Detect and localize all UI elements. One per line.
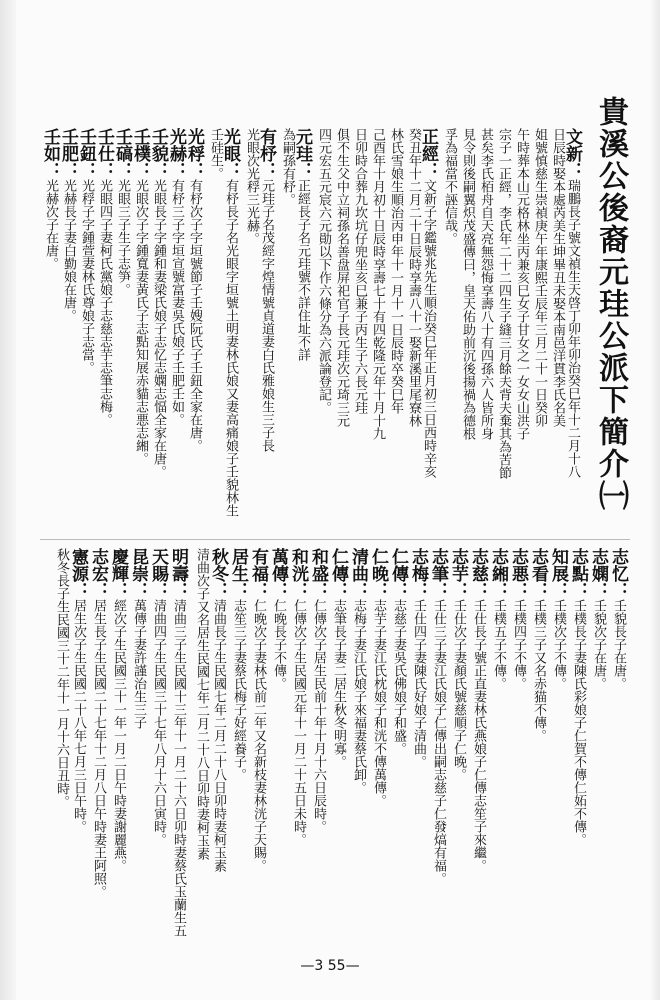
entry-column <box>128 548 151 938</box>
entry-text: 壬仕次子妻顏氏號慈順子仁晚。 <box>451 599 466 781</box>
entry-name: 志看： <box>528 548 548 599</box>
entry-column <box>58 128 81 528</box>
entry-column <box>514 128 531 528</box>
entry-column <box>428 548 451 938</box>
entry-name: 光赫： <box>166 128 186 179</box>
entry-text: 光赫次子在唐。 <box>43 179 58 270</box>
entry-text: 清曲長子生民國七年二月二十八日卯時妻柯玉素 <box>211 599 226 872</box>
entry-name: 文新： <box>562 128 582 179</box>
entry-name: 志宏： <box>88 548 108 599</box>
entry-name: 志筆： <box>428 548 448 599</box>
entry-column <box>548 548 571 938</box>
entry-text: 萬傳子妻許謹治生三子 <box>131 599 146 729</box>
entry-column <box>408 548 431 938</box>
entry-name: 正經： <box>418 128 438 179</box>
entry-column <box>442 128 459 528</box>
entry-text: 宗子一正經，李氏年二十二四生子縫三月餘夫背夫棄其為苦節 <box>496 128 511 479</box>
entry-name: 壬仕： <box>94 128 114 179</box>
entry-column <box>280 128 297 528</box>
entry-column <box>228 548 251 938</box>
entry-column <box>496 128 513 528</box>
entry-text: 日卯時合葬九坎坑仔兜坐亥巳兼子丙生子六長元珪 <box>352 128 367 414</box>
entry-text: 光稃子字鍾萱妻林氏尊娘子志當。 <box>79 179 94 374</box>
entry-column <box>568 548 591 938</box>
page-title: 貴溪公後裔元珪公派下簡介㈠ <box>593 96 628 512</box>
entry-name: 志嫻： <box>588 548 608 599</box>
entry-text: 為嗣孫有杼。 <box>280 128 295 206</box>
entry-column <box>562 128 585 528</box>
entry-column <box>108 548 131 938</box>
entry-column <box>352 128 369 528</box>
entry-text: 光眼次子字鍾寬妻黃氏子志點知展赤貓志悪志緗。 <box>133 179 148 465</box>
entry-text: 壬仕四子妻陳氏好娘子清曲。 <box>411 599 426 768</box>
entry-text: 有杼次子字垣號節子壬嫂阮氏子壬鈕全家在唐。 <box>187 179 202 452</box>
section-divider <box>40 539 630 540</box>
entry-text: 壬樸三子又名赤猫不傳。 <box>531 599 546 742</box>
entry-text: 志慈子妻吳氏佛娘子和盛。 <box>391 599 406 755</box>
entry-text: 壬樸次子不傳。 <box>551 599 566 690</box>
entry-text: 日辰時娶本處芮美生坤畢丑未娶本南邑洋貫李氏名美 <box>550 128 565 427</box>
entry-name: 明壽： <box>168 548 188 599</box>
entry-column <box>244 128 261 528</box>
entry-column <box>328 548 351 938</box>
entry-column <box>112 128 135 528</box>
entry-text: 仁晚次子妻林氏前二年又名新枝妻林洸子天賜。 <box>251 599 266 872</box>
entry-text: 志芋子妻江氏枕娘子和洸不傳萬傳。 <box>371 599 386 807</box>
entry-name: 壬鈕： <box>76 128 96 179</box>
entry-text: 午時葬本山元格林坐丙兼亥巳女子甘女之一女女山洪子 <box>514 128 529 440</box>
entry-column <box>468 548 491 938</box>
entry-column <box>148 128 171 528</box>
entry-column <box>608 548 631 938</box>
entry-text: 秋冬長子生民國三十二年十一月十六日丑時。 <box>54 548 69 808</box>
page-number: —3 55— <box>300 958 360 974</box>
entry-column <box>256 128 279 528</box>
entry-name: 壬貌： <box>148 128 168 179</box>
entry-name: 有杼： <box>256 128 276 179</box>
entry-column <box>268 548 291 938</box>
entry-text: 清曲三子生民國十三年十一月二十六日卯時妻蔡氏玉蘭生五 <box>171 599 186 937</box>
entry-text: 志梅子妻江氏娘子來福妻蔡氏卸。 <box>351 599 366 794</box>
entry-column <box>40 128 63 528</box>
entry-column <box>334 128 351 528</box>
entry-text: 文新子字鑑號兆先生順治癸巳年正月初三日西時辛亥 <box>421 179 436 478</box>
entry-name: 慶輝： <box>108 548 128 599</box>
entry-name: 志忆： <box>608 548 628 599</box>
entry-text: 居生次子生民國二十八年七月三日午時。 <box>71 599 86 833</box>
entry-name: 和盛： <box>308 548 328 599</box>
entry-name: 有福： <box>248 548 268 599</box>
entry-column <box>68 548 91 938</box>
entry-name: 壬如： <box>40 128 60 179</box>
entry-column <box>220 128 243 528</box>
entry-column <box>448 548 471 938</box>
entry-column <box>192 548 211 938</box>
entry-text: 壬樸長子妻陳氏彩娘子仁賀不傳仁妬不傳。 <box>571 599 586 846</box>
entry-column <box>532 128 549 528</box>
entry-name: 志悪： <box>508 548 528 599</box>
entry-column <box>308 548 331 938</box>
entry-column <box>130 128 153 528</box>
entry-text: 仁傳次子居生民前十年十月十六日辰時。 <box>311 599 326 833</box>
entry-text: 志筆長子妻二居生秋冬明寡。 <box>331 599 346 768</box>
entry-text: 壬貌長子在唐。 <box>611 599 626 690</box>
entry-column <box>316 128 333 528</box>
entry-name: 知展： <box>548 548 568 599</box>
entry-name: 壬碻： <box>112 128 132 179</box>
entry-text: 仁傳次子生民國元年十一月二十五日未時。 <box>291 599 306 846</box>
entry-name: 志緗： <box>488 548 508 599</box>
entry-text: 光眼四子妻柯氏黨娘子志慈志芋志筆志梅。 <box>97 179 112 426</box>
entry-name: 壬肥： <box>58 128 78 179</box>
entry-column <box>208 128 225 528</box>
entry-column <box>248 548 271 938</box>
entry-name: 仁傳： <box>328 548 348 599</box>
entry-column <box>368 548 391 938</box>
entry-column <box>288 548 311 938</box>
entry-name: 仁晚： <box>368 548 388 599</box>
entry-text: 姐號慎慈生崇禎庚午年康熙壬辰年三月二十一日癸卯 <box>532 128 547 427</box>
entry-column <box>208 548 231 938</box>
entry-text: 光眼長子字鍾和妻梁氏娘子志忆志嫻志愊全家在唐。 <box>151 179 166 478</box>
entry-text: 甚矣李氏栢舟自天亮無怨悔享壽八十有四孫六人皆所身 <box>478 128 493 440</box>
entry-text: 志笙三子妻蔡氏梅子好經養子。 <box>231 599 246 781</box>
entry-text: 清曲次子又名居生民國七年二月二十八日卯時妻柯玉素 <box>194 548 209 860</box>
entry-text: 清曲四子生民國三十七年八月十六日寅時。 <box>151 599 166 846</box>
entry-name: 清曲： <box>348 548 368 599</box>
entry-column <box>76 128 99 528</box>
entry-text: 癸丑年十二月二十日辰時享壽八十一娶新溪里尾寮林 <box>406 128 421 427</box>
entry-text: 壬樸四子不傳。 <box>511 599 526 690</box>
entry-column <box>94 128 117 528</box>
entry-text: 光眼三子生子志笋。 <box>115 179 130 296</box>
entry-text: 孚為福當不誣信哉。 <box>442 128 457 245</box>
entry-column <box>406 128 423 528</box>
entry-column <box>508 548 531 938</box>
entry-name: 天賜： <box>148 548 168 599</box>
entry-name: 元珪： <box>292 128 312 179</box>
entry-column <box>348 548 371 938</box>
page-edge-left <box>0 0 16 1000</box>
entry-name: 壬樸： <box>130 128 150 179</box>
entry-text: 仁晚長子不傳。 <box>271 599 286 690</box>
entry-text: 俱不生父中立祠孫名善盘屏祀官子長元珪次元琦三元 <box>334 128 349 427</box>
entry-text: 四元宏五元宸六元勛以下作六條分為六派論登記。 <box>316 128 331 414</box>
entry-name: 憲源： <box>68 548 88 599</box>
entry-text: 居生長子生民國二十七年十二月八日午時妻王阿照。 <box>91 599 106 898</box>
entry-column <box>388 548 411 938</box>
entry-column <box>168 548 191 938</box>
entry-text: 光赫長子妻白勤娘在唐。 <box>61 179 76 322</box>
entry-column <box>166 128 189 528</box>
entry-text: 林氏雪娘生順治丙申年十一月十一日辰時卒癸巳年 <box>388 128 403 414</box>
entry-name: 居生： <box>228 548 248 599</box>
entry-column <box>88 548 111 938</box>
entry-column <box>550 128 567 528</box>
entry-name: 光眼： <box>220 128 240 179</box>
entry-column <box>370 128 387 528</box>
entry-name: 志慈： <box>468 548 488 599</box>
entry-text: 壬仕三子妻江氏娘子仁傳出嗣志慈子仁發熇有福。 <box>431 599 446 885</box>
entry-column <box>52 548 71 938</box>
entry-text: 瑞鵬長子號文禎生天啓丁卯年卯治癸巳年十二月十八 <box>565 179 580 478</box>
entry-name: 志芋： <box>448 548 468 599</box>
entry-name: 昆崇： <box>128 548 148 599</box>
entry-text: 壬樸五子不傳。 <box>491 599 506 690</box>
entry-name: 萬傳： <box>268 548 288 599</box>
entry-column <box>184 128 207 528</box>
entry-text: 正經長子名元珪號不詳住址不詳 <box>295 179 310 361</box>
entry-name: 志梅： <box>408 548 428 599</box>
entry-name: 光稃： <box>184 128 204 179</box>
entry-column <box>588 548 611 938</box>
entry-text: 己酉年十月初十日辰時享壽七十有四乾隆元年十月十九 <box>370 128 385 440</box>
entry-column <box>528 548 551 938</box>
entry-text: 光眼次光稃三光赫。 <box>244 128 259 245</box>
entry-text: 有杼長子名光眼字垣號土明妻林氏娘又妻高痛娘子壬貌林生 <box>223 179 238 517</box>
entry-text: 壬硅生。 <box>208 128 223 180</box>
entry-text: 壬貌次子在唐。 <box>591 599 606 690</box>
entry-text: 見令則後嗣翼炽茂盛傳曰，皇天佑助前沉後揚禍為德根 <box>460 128 475 440</box>
entry-text: 有杼三子字垣宣號富妻吳氏娘子壬肥壬如。 <box>169 179 184 426</box>
entry-column <box>418 128 441 528</box>
entry-text: 壬仕長子號正直妻林氏燕娘子仁傳志笙子來繼。 <box>471 599 486 872</box>
entry-column <box>388 128 405 528</box>
entry-column <box>488 548 511 938</box>
entry-column <box>292 128 315 528</box>
entry-name: 秋冬： <box>208 548 228 599</box>
entry-name: 和洸： <box>288 548 308 599</box>
page-edge-right <box>650 0 660 1000</box>
entry-column <box>148 548 171 938</box>
entry-text: 元珪子名茂經字煌情號貞道妻白氏雅娘生三子長 <box>259 179 274 452</box>
entry-name: 志點： <box>568 548 588 599</box>
entry-text: 經次子生民國三十一年一月二日午時妻謝麗燕。 <box>111 599 126 872</box>
entry-column <box>478 128 495 528</box>
entry-column <box>460 128 477 528</box>
entry-name: 仁傳： <box>388 548 408 599</box>
